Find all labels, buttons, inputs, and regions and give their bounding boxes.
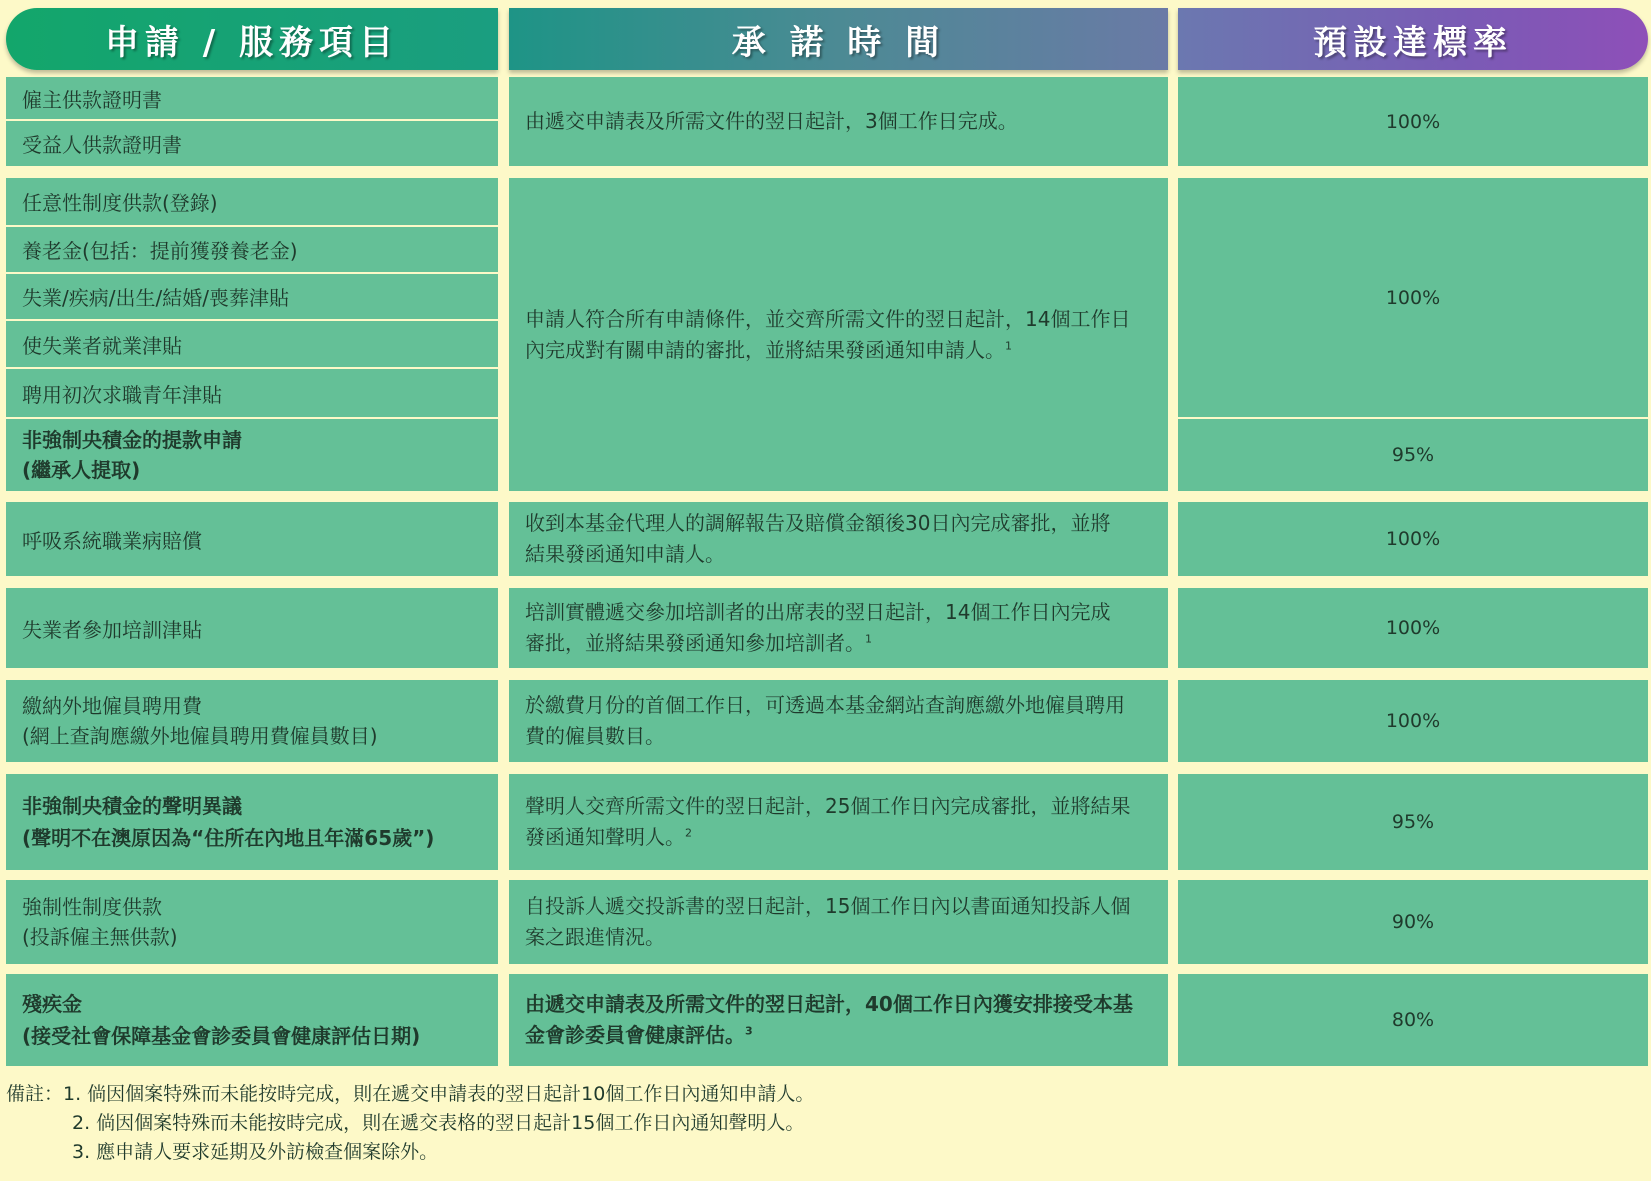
commitment-text: 收到本基金代理人的調解報告及賠償金額後30日內完成審批，並將 bbox=[525, 511, 1111, 535]
note-item: 3. 應申請人要求延期及外訪檢查個案除外。 bbox=[72, 1141, 439, 1163]
service-item-subline: (接受社會保障基金會診委員會健康評估日期) bbox=[22, 1024, 421, 1048]
target-rate bbox=[1178, 974, 1648, 1066]
commitment-text: 培訓實體遞交參加培訓者的出席表的翌日起計，14個工作日內完成 bbox=[525, 600, 1111, 624]
service-item bbox=[6, 419, 498, 491]
note-item: 2. 倘因個案特殊而未能按時完成，則在遞交表格的翌日起計15個工作日內通知聲明人。 bbox=[72, 1112, 805, 1134]
service-item bbox=[6, 880, 498, 964]
target-rate bbox=[1178, 774, 1648, 870]
target-rate bbox=[1178, 77, 1648, 166]
commitment-text: 由遞交申請表及所需文件的翌日起計，40個工作日內獲安排接受本基 bbox=[525, 992, 1133, 1016]
service-item-line: 繳納外地僱員聘用費 bbox=[22, 694, 202, 718]
target-rate-value: 95% bbox=[1391, 444, 1435, 466]
service-item: 失業/疾病/出生/結婚/喪葬津貼 bbox=[6, 274, 498, 319]
commitment-cell bbox=[509, 178, 1168, 491]
commitment-text: 由遞交申請表及所需文件的翌日起計，3個工作日完成。 bbox=[525, 109, 1018, 133]
service-item: 受益人供款證明書 bbox=[6, 121, 498, 166]
target-rate-value: 95% bbox=[1391, 811, 1435, 833]
target-rate bbox=[1178, 419, 1648, 491]
footnote-ref: 2 bbox=[685, 826, 692, 840]
header-target-rate: 預設達標率 bbox=[1178, 8, 1648, 70]
header-service-items: 申請 / 服務項目 bbox=[6, 8, 498, 70]
commitment-cell bbox=[509, 680, 1168, 762]
target-rate bbox=[1178, 178, 1648, 417]
commitment-text: 金會診委員會健康評估。 bbox=[525, 1023, 745, 1047]
target-rate bbox=[1178, 502, 1648, 576]
service-item: 養老金(包括：提前獲發養老金) bbox=[6, 227, 498, 272]
service-item: 僱主供款證明書 bbox=[6, 77, 498, 119]
commitment-cell bbox=[509, 502, 1168, 576]
commitment-text: 聲明人交齊所需文件的翌日起計，25個工作日內完成審批，並將結果 bbox=[525, 794, 1131, 818]
footnote-ref: 3 bbox=[745, 1024, 753, 1038]
commitment-text: 自投訴人遞交投訴書的翌日起計，15個工作日內以書面通知投訴人個 bbox=[525, 894, 1131, 918]
commitment-cell bbox=[509, 774, 1168, 870]
service-item-line: 殘疾金 bbox=[22, 992, 82, 1016]
commitment-text: 內完成對有關申請的審批，並將結果發函通知申請人。 bbox=[525, 337, 1005, 362]
commitment-cell bbox=[509, 77, 1168, 166]
target-rate-value: 100% bbox=[1385, 286, 1441, 309]
notes-label: 備註： bbox=[6, 1083, 64, 1105]
commitment-text: 案之跟進情況。 bbox=[525, 925, 665, 949]
header-commitment-time: 承 諾 時 間 bbox=[509, 8, 1168, 70]
commitment-text: 申請人符合所有申請條件，並交齊所需文件的翌日起計，14個工作日 bbox=[525, 306, 1131, 331]
note-item: 1. 倘因個案特殊而未能按時完成，則在遞交申請表的翌日起計10個工作日內通知申請人。 bbox=[63, 1083, 815, 1105]
footnote-ref: 1 bbox=[865, 632, 872, 646]
service-item: 呼吸系統職業病賠償 bbox=[6, 502, 498, 576]
target-rate bbox=[1178, 588, 1648, 668]
commitment-cell bbox=[509, 880, 1168, 964]
service-item: 任意性制度供款(登錄) bbox=[6, 178, 498, 225]
service-item-line: 非強制央積金的提款申請 bbox=[22, 428, 242, 452]
service-item-subline: (投訴僱主無供款) bbox=[22, 925, 178, 949]
commitment-text: 結果發函通知申請人。 bbox=[525, 542, 725, 566]
target-rate bbox=[1178, 680, 1648, 762]
service-item: 使失業者就業津貼 bbox=[6, 321, 498, 367]
service-item: 失業者參加培訓津貼 bbox=[6, 588, 498, 668]
service-item: 聘用初次求職青年津貼 bbox=[6, 369, 498, 417]
service-item-subline: (繼承人提取) bbox=[22, 458, 141, 482]
commitment-cell bbox=[509, 974, 1168, 1066]
target-rate-value: 100% bbox=[1385, 617, 1441, 639]
target-rate-value: 100% bbox=[1385, 110, 1441, 133]
commitment-text: 費的僱員數目。 bbox=[525, 724, 665, 748]
target-rate-value: 100% bbox=[1385, 710, 1441, 732]
target-rate-value: 100% bbox=[1385, 528, 1441, 550]
service-item bbox=[6, 774, 498, 870]
service-item-line: 強制性制度供款 bbox=[22, 895, 162, 919]
commitment-text: 發函通知聲明人。 bbox=[525, 825, 685, 849]
service-item bbox=[6, 680, 498, 762]
notes-section bbox=[6, 1080, 814, 1167]
service-item-line: 非強制央積金的聲明異議 bbox=[22, 794, 242, 818]
service-item bbox=[6, 974, 498, 1066]
commitment-cell bbox=[509, 588, 1168, 668]
target-rate bbox=[1178, 880, 1648, 964]
target-rate-value: 80% bbox=[1391, 1009, 1435, 1031]
target-rate-value: 90% bbox=[1391, 911, 1435, 933]
commitment-text: 於繳費月份的首個工作日，可透過本基金網站查詢應繳外地僱員聘用 bbox=[525, 693, 1125, 717]
commitment-text: 審批，並將結果發函通知參加培訓者。 bbox=[525, 631, 865, 655]
footnote-ref: 1 bbox=[1005, 338, 1012, 352]
service-item-subline: (聲明不在澳原因為“住所在內地且年滿65歲”) bbox=[22, 826, 435, 850]
service-item-subline: (網上查詢應繳外地僱員聘用費僱員數目) bbox=[22, 724, 378, 748]
